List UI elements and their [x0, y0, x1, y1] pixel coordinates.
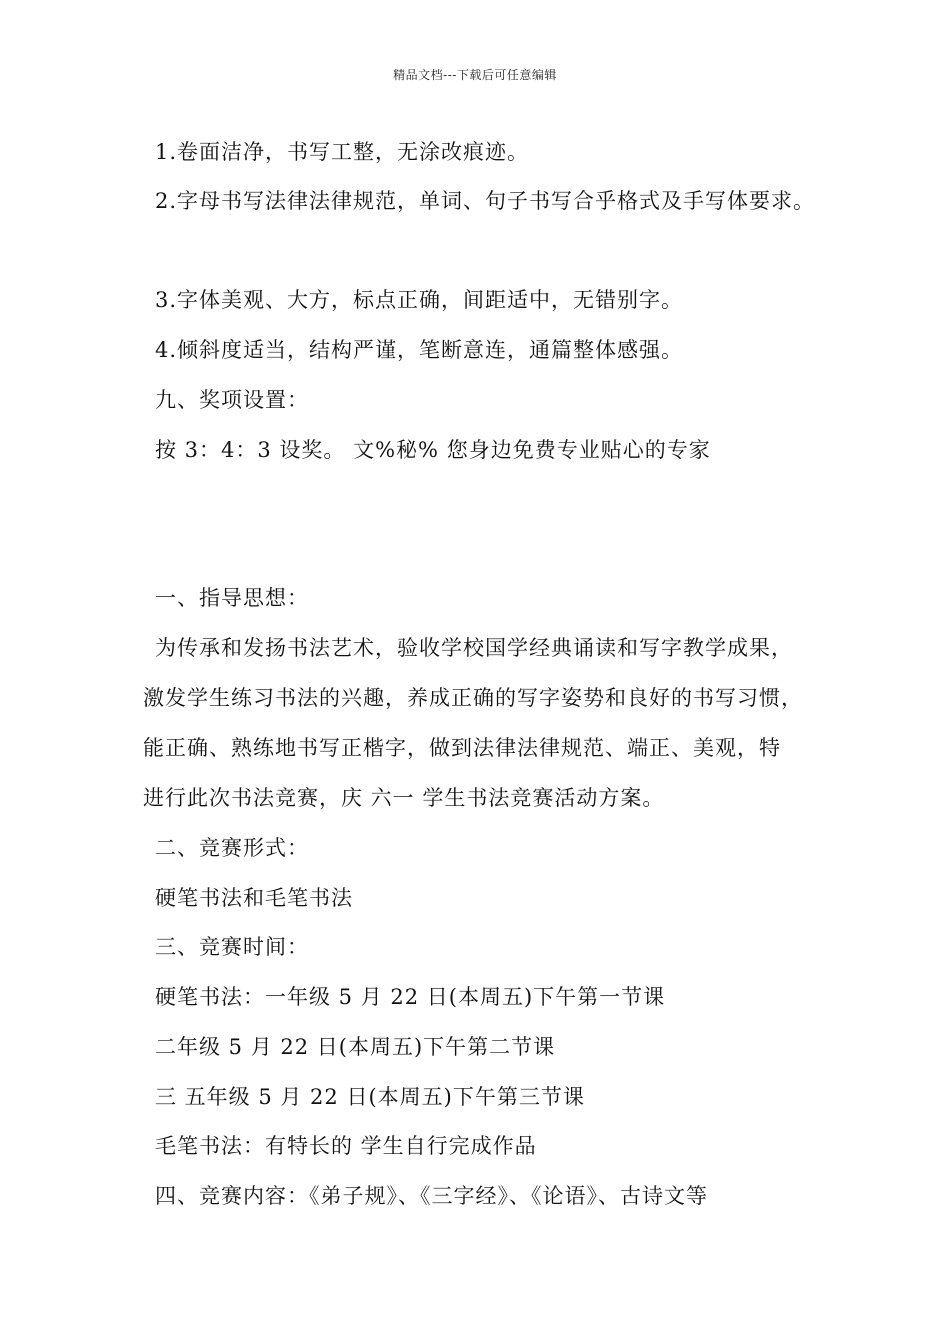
form-text: 硬笔书法和毛笔书法 — [155, 886, 353, 910]
criteria-item-3: 3.字体美观、大方，标点正确，间距适中，无错别字。 — [155, 288, 684, 312]
awards-text: 按 3：4：3 设奖。 文%秘% 您身边免费专业贴心的专家 — [155, 438, 711, 462]
time-line-4: 毛笔书法：有特长的 学生自行完成作品 — [155, 1134, 537, 1158]
time-heading: 三、竞赛时间： — [155, 935, 309, 959]
criteria-item-4: 4.倾斜度适当，结构严谨，笔断意连，通篇整体感强。 — [155, 338, 684, 362]
guiding-paragraph-line-1: 为传承和发扬书法艺术，验收学校国学经典诵读和写字教学成果， — [155, 636, 793, 660]
guiding-paragraph-line-4: 进行此次书法竞赛，庆 六一 学生书法竞赛活动方案。 — [143, 786, 665, 810]
awards-heading: 九、奖项设置： — [155, 388, 309, 412]
guiding-heading: 一、指导思想： — [155, 586, 309, 610]
criteria-item-2: 2.字母书写法律法律规范，单词、句子书写合乎格式及手写体要求。 — [155, 189, 816, 213]
criteria-item-1: 1.卷面洁净，书写工整，无涂改痕迹。 — [155, 140, 530, 164]
guiding-paragraph-line-2: 激发学生练习书法的兴趣，养成正确的写字姿势和良好的书写习惯， — [143, 686, 803, 710]
guiding-paragraph-line-3: 能正确、熟练地书写正楷字，做到法律法律规范、端正、美观，特 — [143, 736, 781, 760]
page-header: 精品文档---下载后可任意编辑 — [393, 68, 557, 82]
time-line-3: 三 五年级 5 月 22 日(本周五)下午第三节课 — [155, 1085, 585, 1109]
time-line-1: 硬笔书法：一年级 5 月 22 日(本周五)下午第一节课 — [155, 985, 666, 1009]
form-heading: 二、竞赛形式： — [155, 836, 309, 860]
time-line-2: 二年级 5 月 22 日(本周五)下午第二节课 — [155, 1035, 556, 1059]
content-line: 四、竞赛内容：《弟子规》、《三字经》、《论语》、古诗文等 — [155, 1184, 708, 1208]
